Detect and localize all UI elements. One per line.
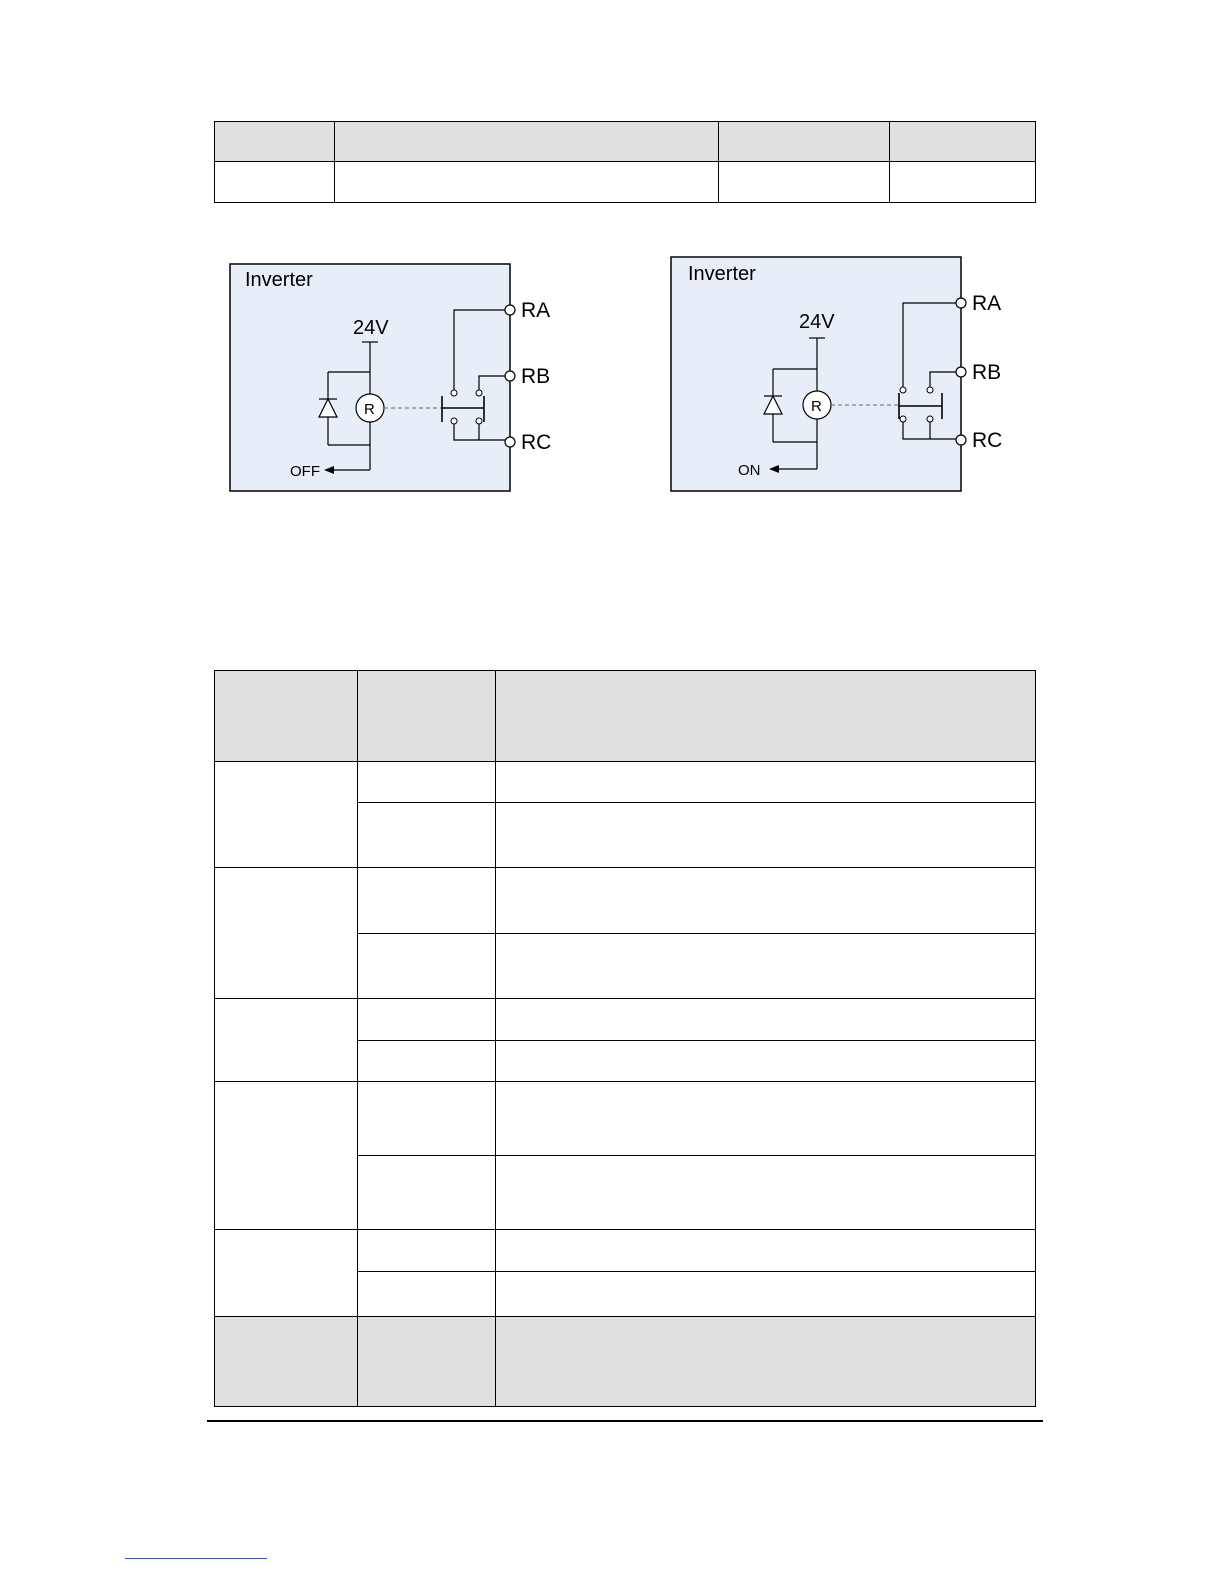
terminal-ra-icon [956,298,966,308]
table-cell [358,1041,496,1082]
inverter-label: Inverter [245,269,313,291]
table-row [215,762,1036,803]
table-cell [215,868,358,999]
table-cell [496,934,1036,999]
table-cell [358,934,496,999]
relay-diagram-off [228,262,568,494]
table-row [215,999,1036,1041]
top-table-cell [890,162,1036,203]
state-label: OFF [290,463,320,480]
voltage-label: 24V [353,317,389,339]
table-cell [496,868,1036,934]
relay-diagram-on [669,255,1014,495]
terminal-rb-label: RB [521,365,551,388]
table-cell [358,868,496,934]
table-row [215,868,1036,934]
table-cell [358,762,496,803]
table-cell [496,1082,1036,1156]
table-cell [215,1230,358,1317]
table-cell [496,803,1036,868]
footer-divider [207,1420,1043,1422]
table-cell [496,762,1036,803]
parameter-table [214,670,1036,1407]
terminal-rc-icon [505,437,515,447]
top-table-header-cell [335,122,719,162]
terminal-rc-label: RC [521,431,552,454]
terminal-ra-label: RA [972,292,1002,315]
table-cell [358,1230,496,1272]
table-cell [215,999,358,1082]
top-table-header-cell [719,122,890,162]
top-table-header-row [215,122,1036,162]
top-table-row [215,162,1036,203]
table-cell [215,1317,358,1407]
table-cell [496,1156,1036,1230]
top-table [214,121,1036,203]
table-header-cell [496,671,1036,762]
top-table-cell [719,162,890,203]
relay-coil-label: R [364,401,375,418]
top-table-cell [215,162,335,203]
terminal-ra-label: RA [521,299,551,322]
table-cell [358,1156,496,1230]
table-cell [496,999,1036,1041]
terminal-rc-icon [956,435,966,445]
table-cell [358,999,496,1041]
terminal-rb-icon [505,371,515,381]
top-table-header-cell [890,122,1036,162]
table-cell [496,1230,1036,1272]
table-cell [358,1317,496,1407]
table-cell [358,1082,496,1156]
table-row [215,1082,1036,1156]
table-cell [215,1082,358,1230]
top-table-header-cell [215,122,335,162]
table-cell [496,1041,1036,1082]
inverter-label: Inverter [688,263,756,285]
table-row-shaded [215,1317,1036,1407]
terminal-rb-label: RB [972,361,1002,384]
terminal-rc-label: RC [972,429,1003,452]
table-cell [358,1272,496,1317]
inverter-panel [671,257,961,491]
top-table-cell [335,162,719,203]
table-cell [496,1317,1036,1407]
table-header-row [215,671,1036,762]
table-cell [215,762,358,868]
terminal-ra-icon [505,305,515,315]
table-cell [496,1272,1036,1317]
table-cell [358,803,496,868]
footer-link-underline [125,1558,267,1559]
table-row [215,1230,1036,1272]
table-header-cell [358,671,496,762]
table-header-cell [215,671,358,762]
voltage-label: 24V [799,311,835,333]
state-label: ON [738,462,761,479]
relay-coil-label: R [811,398,822,415]
terminal-rb-icon [956,367,966,377]
